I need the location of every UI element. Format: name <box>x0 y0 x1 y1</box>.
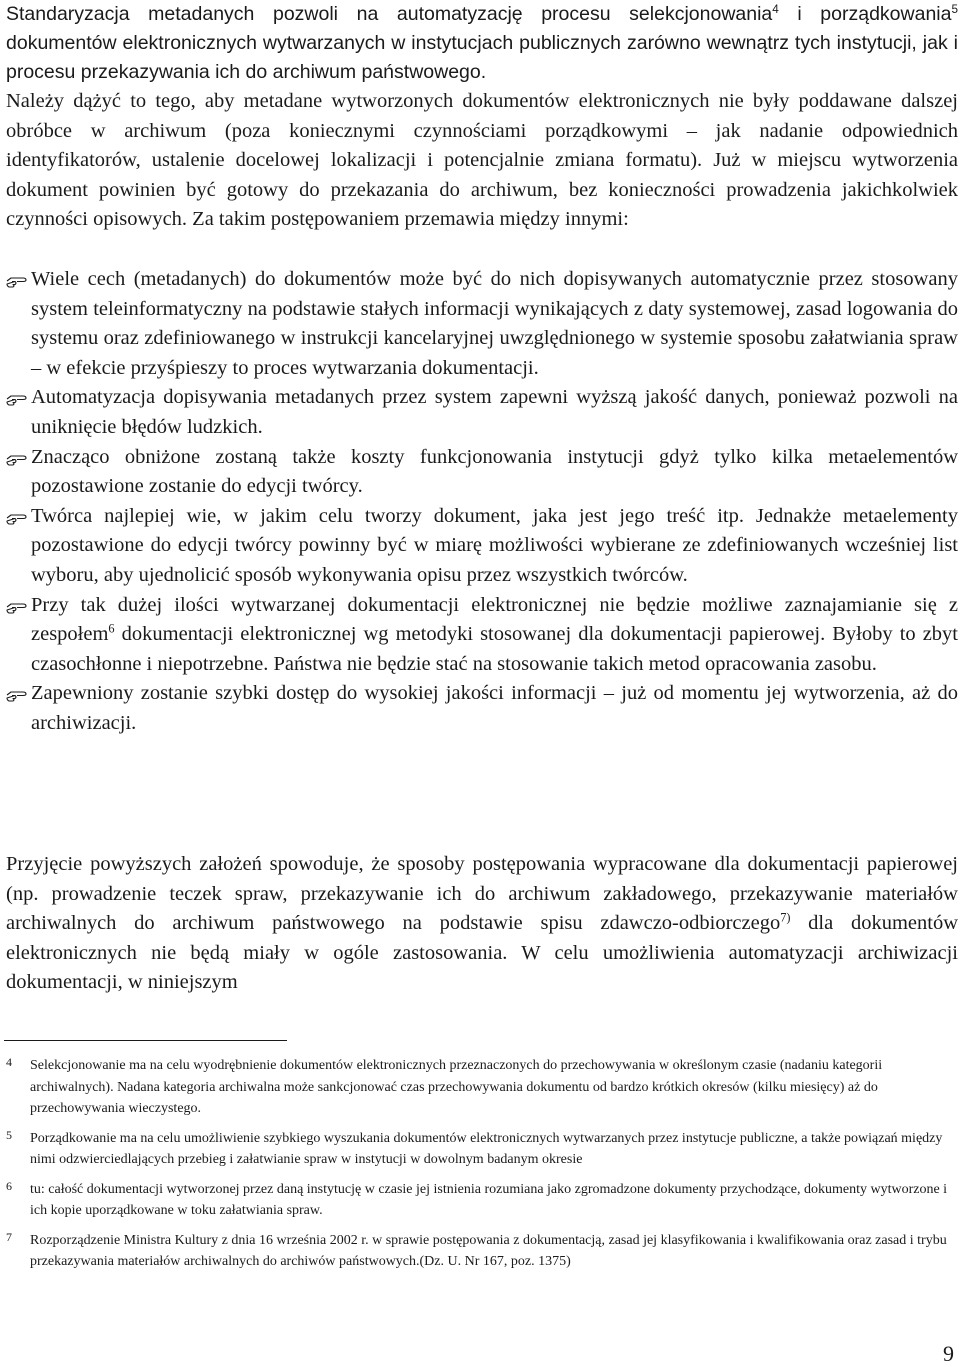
footnote-text: Selekcjonowanie ma na celu wyodrębnienie dokumentów elektronicznych przeznaczonych do przechowywania w określonym czasie (nadaniu kategorii archiwalnych). Nadana kategoria archiwalna może sankcjonować czas przechowywania dokumentu od bardzo krótkich okresów (kilku miesięcy) aż do przechowywania wieczystego. <box>30 1058 883 1116</box>
page-number: 9 <box>943 1341 954 1366</box>
paragraph-text: dla dokumentów elektronicznych nie będą miały w ogóle zastosowania. W celu umożliwienia automatyzacji archiwizacji dokumentacji, w niniejszym <box>6 912 959 994</box>
list-item-text: Zapewniony zostanie szybki dostęp do wysokiej jakości informacji – już od momentu jej wytworzenia, aż do archiwizacji. <box>31 682 958 734</box>
footnote-number: 4 <box>6 1055 12 1069</box>
footnote-ref-4[interactable]: 4 <box>772 2 779 16</box>
footnote <box>6 1179 951 1222</box>
list-item <box>6 383 958 442</box>
footnote-separator <box>4 1040 287 1041</box>
paragraph-text: dokumentów elektronicznych wytwarzanych w instytucjach publicznych zarówno wewnątrz tych instytucji, jak i procesu przekazywania ich do archiwum państwowego. <box>6 32 958 83</box>
list-item <box>6 679 958 738</box>
footnote-text: Porządkowanie ma na celu umożliwienie szybkiego wyszukania dokumentów elektronicznych wytwarzanych przez instytucje publiczne, a także powiązań między nimi odzwierciedlających przebieg i załatwianie spraw w instytucji w dowolnym badanym okresie <box>30 1130 943 1167</box>
list-item-text: Znacząco obniżone zostaną także koszty funkcjonowania instytucji gdyż tylko kilka metaelementów pozostawione zostanie do edycji twórcy. <box>31 445 958 498</box>
bullet-list <box>6 265 958 739</box>
paragraph-text: Standaryzacja metadanych pozwoli na automatyzację procesu selekcjonowania <box>6 3 773 25</box>
footnote-number: 7 <box>6 1229 12 1244</box>
footnote-ref-5[interactable]: 5 <box>951 2 958 16</box>
footnote <box>6 1128 951 1171</box>
paragraph-text: i porządkowania <box>778 3 952 25</box>
footnote-ref-6[interactable]: 6 <box>108 621 115 636</box>
footnote <box>6 1230 951 1273</box>
hand-pointing-icon <box>6 390 28 406</box>
paragraph-conclusion <box>6 850 958 998</box>
footnote <box>6 1055 951 1120</box>
hand-pointing-icon <box>6 598 28 614</box>
footnote-number: 6 <box>6 1178 12 1193</box>
paragraph-standardization <box>6 0 958 87</box>
footnote-text: Rozporządzenie Ministra Kultury z dnia 16 września 2002 r. w sprawie postępowania z dokumentacją, zasad jej klasyfikowania i kwalifikowania oraz zasad i trybu przekazywania materiałów archiwalnych do archiwów państwowych.(Dz. U. Nr 167, poz. 1375) <box>30 1232 947 1269</box>
list-item-text: Automatyzacja dopisywania metadanych przez system zapewni wyższą jakość danych, ponieważ pozwoli na uniknięcie błędów ludzkich. <box>31 386 958 438</box>
list-item-text: dokumentacji elektronicznej wg metodyki stosowanej dla dokumentacji papierowej. Byłoby to zbyt czasochłonne i niepotrzebne. Państwa nie będzie stać na stosowanie takich metod opracowania zasobu. <box>31 623 958 675</box>
list-item-text: Twórca najlepiej wie, w jakim celu tworzy dokument, jaka jest jego treść itp. Jednakże metaelementy pozostawione do edycji twórcy powinny być w miarę możliwości wybierane ze zdefiniowanych wcześniej list wyboru, aby ujednolicić sposób wykonywania opisu przez wszystkich twórców. <box>31 504 958 586</box>
hand-pointing-icon <box>6 686 28 702</box>
list-item <box>6 502 958 591</box>
list-item-text: Wiele cech (metadanych) do dokumentów może być do nich dopisywanych automatycznie przez stosowany system teleinformatyczny na podstawie stałych informacji wynikających z daty systemowej, zasad logowania do systemu oraz zdefiniowanego w instrukcji kancelaryjnej uwzględnionego w systemie sposobu załatwiania spraw – w efekcie przyśpieszy to proces wytwarzania dokumentacji. <box>31 268 958 379</box>
list-item <box>6 443 958 502</box>
list-item <box>6 265 958 383</box>
footnotes <box>6 1055 951 1281</box>
hand-pointing-icon <box>6 450 28 466</box>
paragraph-metadata-goal: Należy dążyć to tego, aby metadane wytworzonych dokumentów elektronicznych nie były poddawane dalszej obróbce w archiwum (poza koniecznymi czynnościami porządkowymi – jak nadanie odpowiednich identyfikatorów, ustalenie docelowej lokalizacji i potencjalnie zmiana formatu). Już w miejscu wytworzenia dokument powinien być gotowy do przekazania do archiwum, bez konieczności prowadzenia jakichkolwiek czynności opisowych. Za takim postępowaniem przemawia między innymi: <box>6 90 958 231</box>
hand-pointing-icon <box>6 509 28 525</box>
footnote-number: 5 <box>6 1127 12 1142</box>
footnote-text: tu: całość dokumentacji wytworzonej przez daną instytucję w czasie jej istnienia rozumiana jako zgromadzone dokumenty przychodzące, dokumenty wytworzone i ich kopie uporządkowane w toku załatwiania spraw. <box>30 1181 948 1218</box>
hand-pointing-icon <box>6 272 28 288</box>
footnote-ref-7[interactable]: 7) <box>780 910 791 925</box>
paragraph-text: Przyjęcie powyższych założeń spowoduje, że sposoby postępowania wypracowane dla dokumentacji papierowej (np. prowadzenie teczek spraw, przekazywanie ich do archiwum zakładowego, przekazywanie materiałów archiwalnych do archiwum państwowego na podstawie spisu zdawczo-odbiorczego <box>6 853 958 935</box>
list-item-text: Przy tak dużej ilości wytwarzanej dokumentacji elektronicznej nie będzie możliwe zaznajamianie się z zespołem <box>31 593 958 646</box>
list-item <box>6 591 958 680</box>
